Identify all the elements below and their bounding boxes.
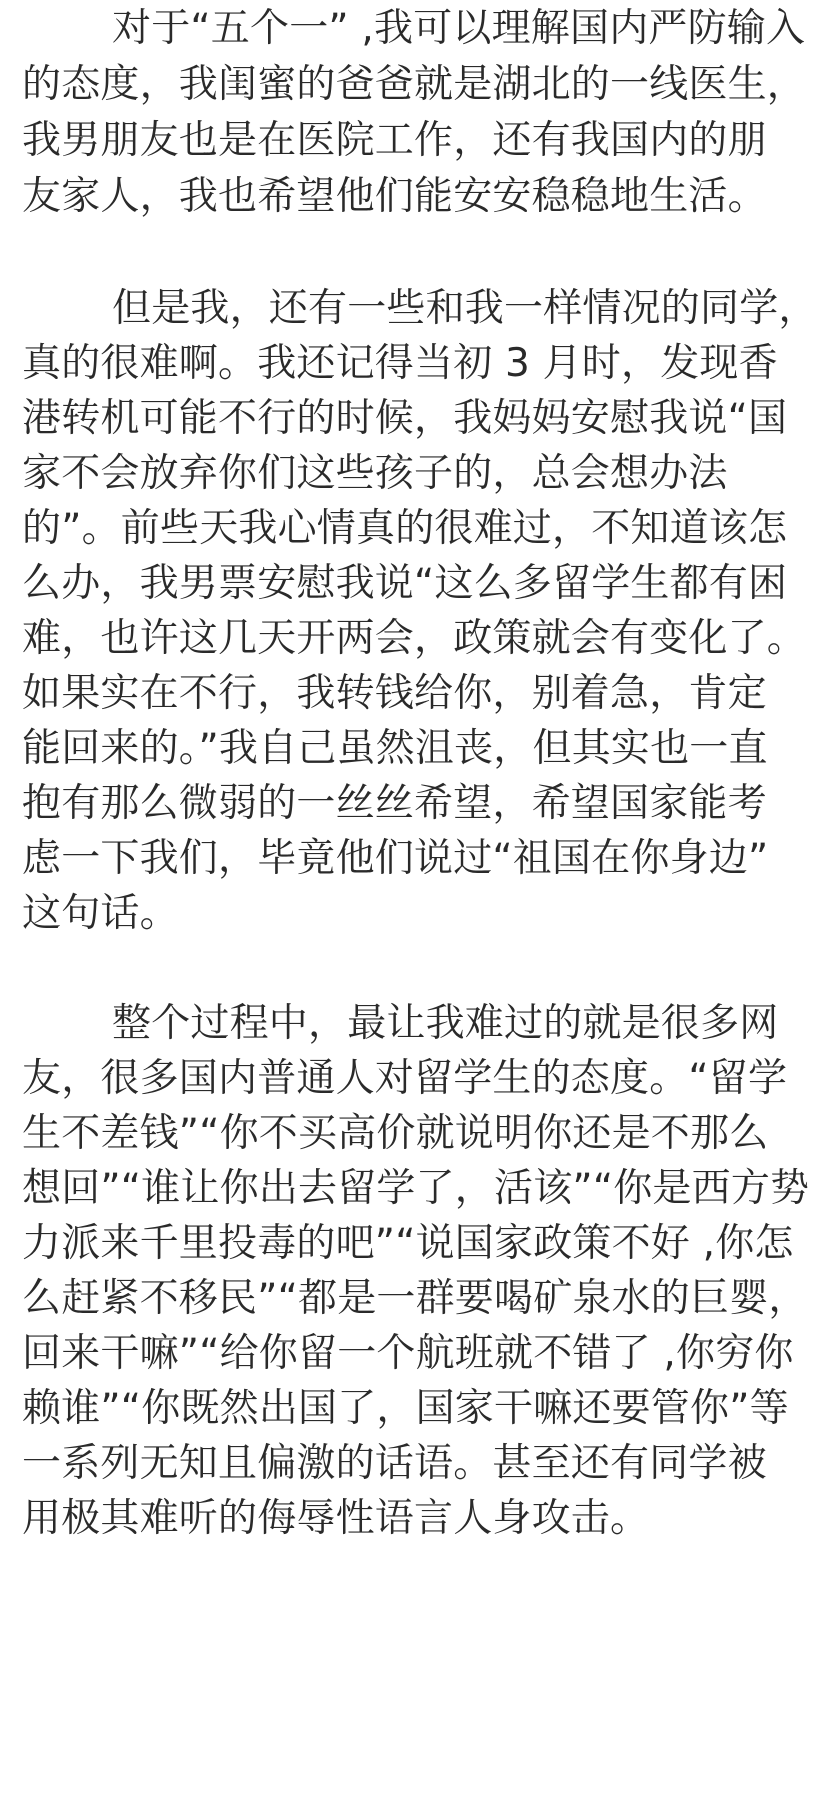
text-line: 对于“五个一” ,我可以理解国内严防输入 xyxy=(112,6,806,51)
text-line: 真的很难啊。我还记得当初 3 月时，发现香 xyxy=(22,341,778,386)
text-line: 家不会放弃你们这些孩子的，总会想办法 xyxy=(22,451,728,496)
text-line: 我男朋友也是在医院工作，还有我国内的朋 xyxy=(22,118,767,163)
text-line: 难，也许这几天开两会，政策就会有变化了。 xyxy=(22,616,807,661)
text-line: 力派来千里投毒的吧”“说国家政策不好 ,你怎 xyxy=(22,1221,794,1266)
text-line: 想回”“谁让你出去留学了，活该”“你是西方势 xyxy=(22,1166,810,1211)
text-line: 如果实在不行，我转钱给你，别着急，肯定 xyxy=(22,671,767,716)
text-line: 么办，我男票安慰我说“这么多留学生都有困 xyxy=(22,561,788,606)
text-line: 整个过程中，最让我难过的就是很多网 xyxy=(112,1001,779,1046)
text-line: 回来干嘛”“给你留一个航班就不错了 ,你穷你 xyxy=(22,1331,794,1376)
text-line: 但是我，还有一些和我一样情况的同学， xyxy=(112,286,818,331)
text-line: 这句话。 xyxy=(22,891,179,936)
text-line: 的态度，我闺蜜的爸爸就是湖北的一线医生， xyxy=(22,62,807,107)
text-line: 的”。前些天我心情真的很难过，不知道该怎 xyxy=(22,506,788,551)
text-line: 能回来的。”我自己虽然沮丧，但其实也一直 xyxy=(22,726,768,771)
text-line: 赖谁”“你既然出国了，国家干嘛还要管你”等 xyxy=(22,1386,789,1431)
text-line: 生不差钱”“你不买高价就说明你还是不那么 xyxy=(22,1111,769,1156)
text-line: 友，很多国内普通人对留学生的态度。“留学 xyxy=(22,1056,788,1101)
text-line: 港转机可能不行的时候，我妈妈安慰我说“国 xyxy=(22,396,788,441)
text-line: 用极其难听的侮辱性语言人身攻击。 xyxy=(22,1496,650,1541)
text-line: 抱有那么微弱的一丝丝希望，希望国家能考 xyxy=(22,781,767,826)
text-line: 虑一下我们，毕竟他们说过“祖国在你身边” xyxy=(22,836,769,881)
text-line: 友家人，我也希望他们能安安稳稳地生活。 xyxy=(22,174,767,219)
text-line: 一系列无知且偏激的话语。甚至还有同学被 xyxy=(22,1441,767,1486)
text-line: 么赶紧不移民”“都是一群要喝矿泉水的巨婴， xyxy=(22,1276,808,1321)
